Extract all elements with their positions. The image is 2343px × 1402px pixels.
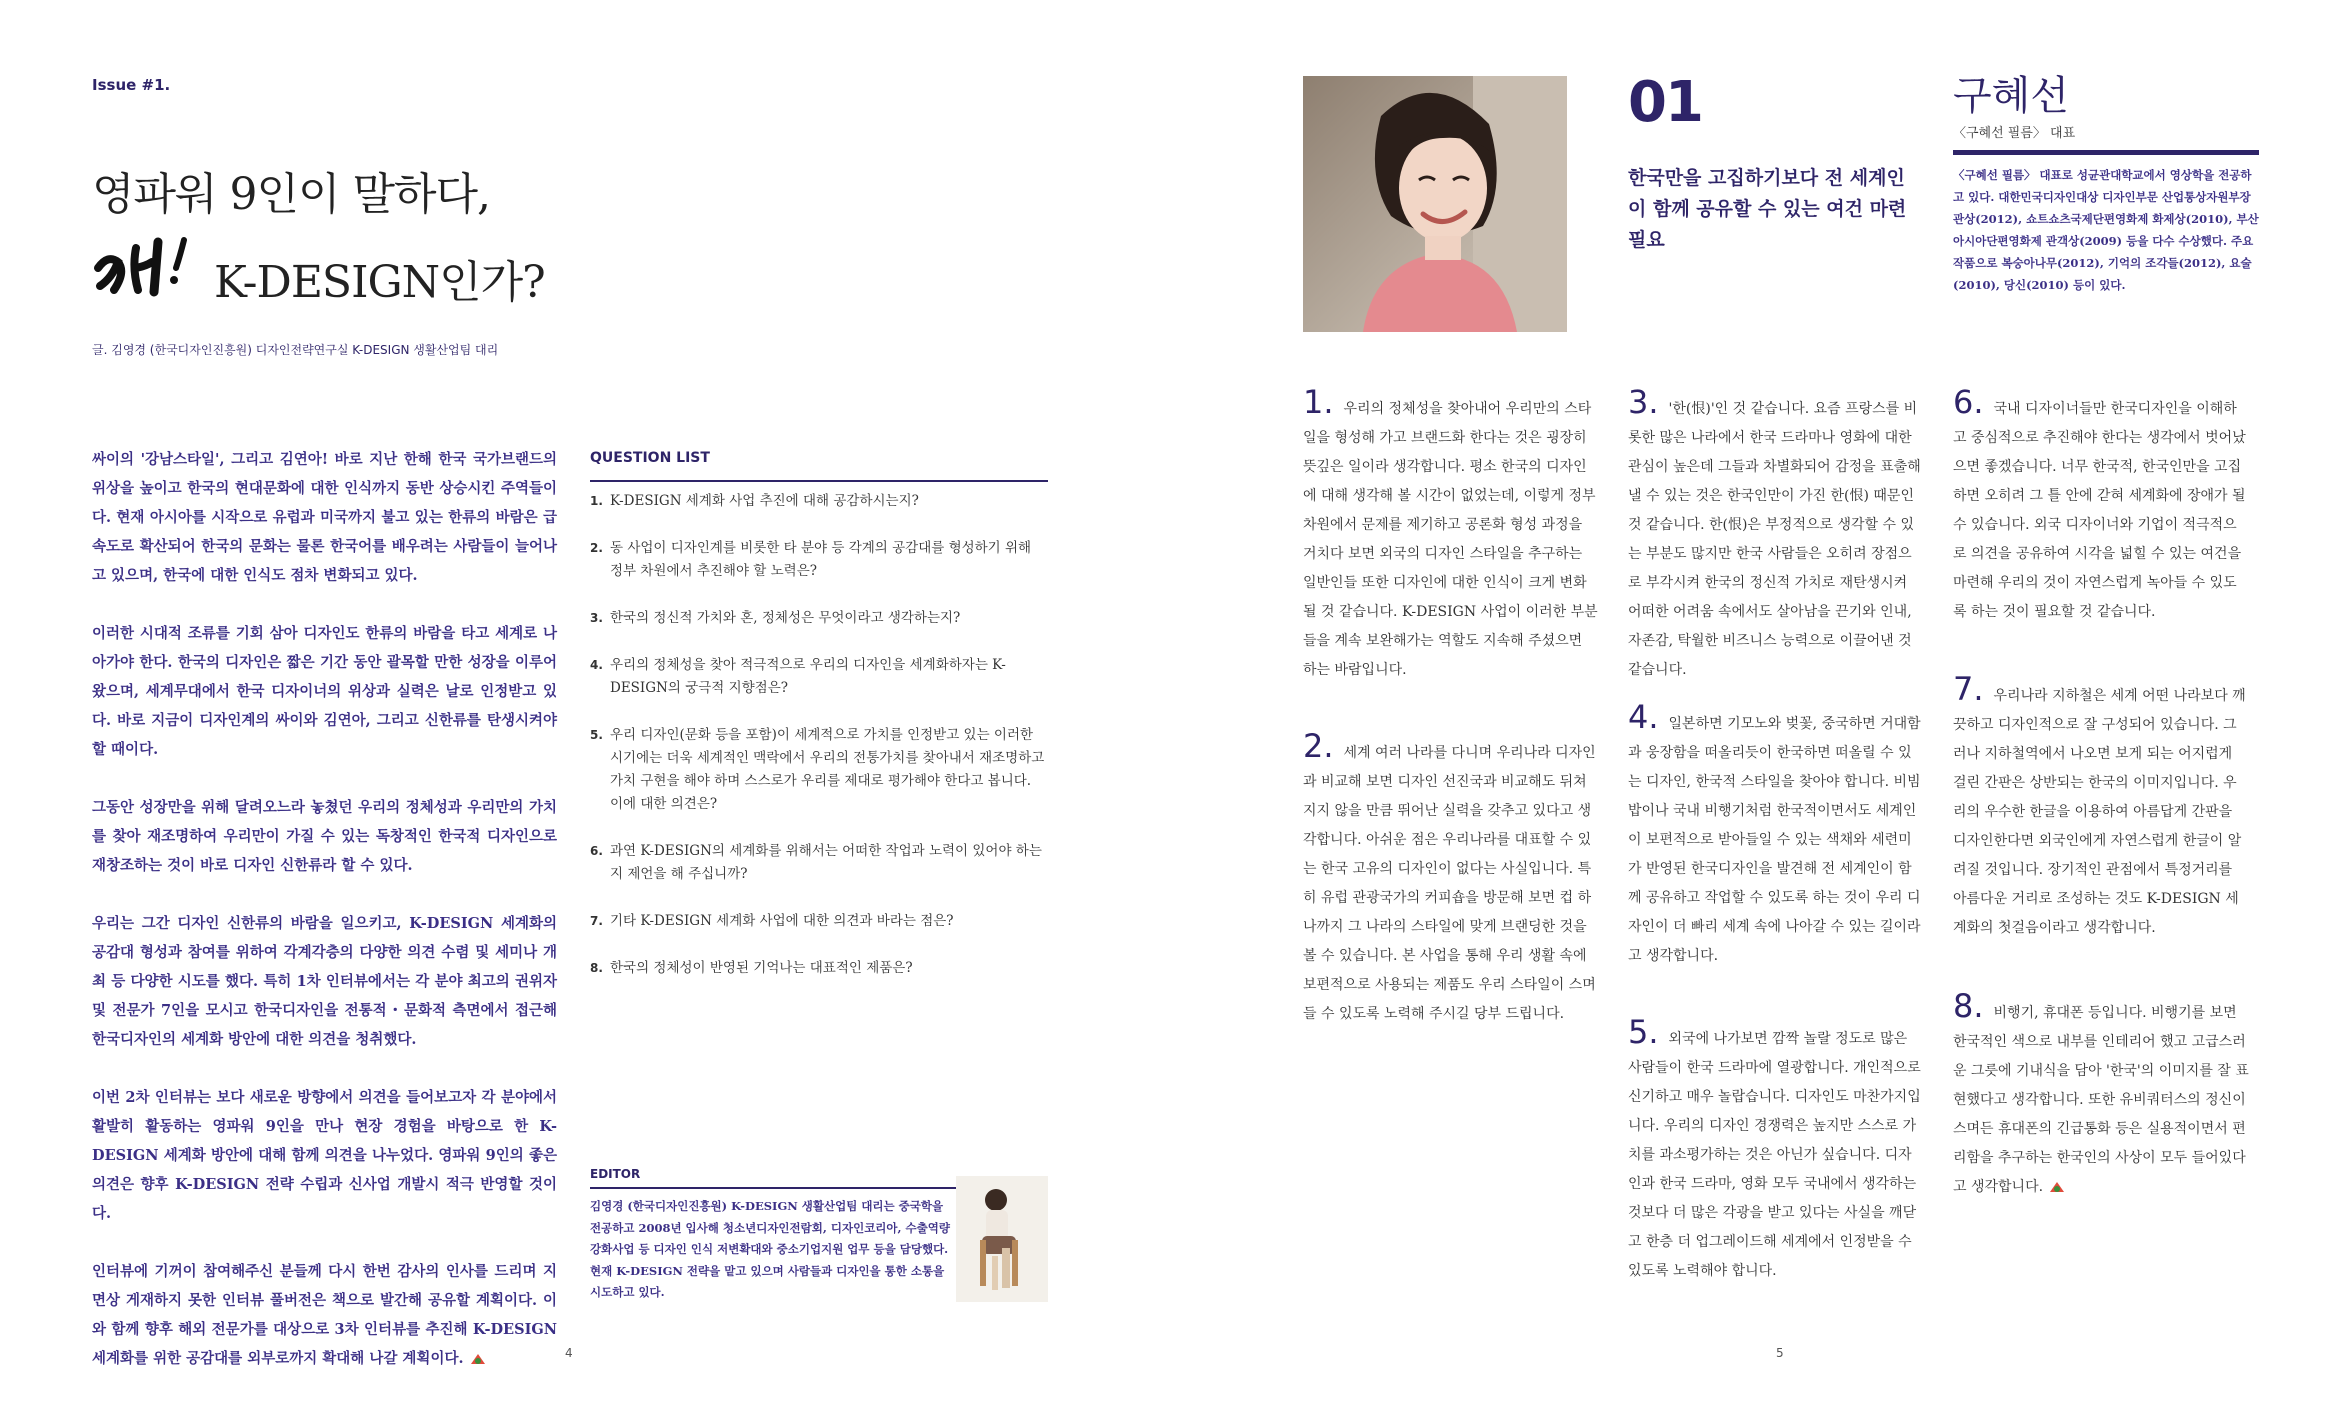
divider: [1953, 150, 2259, 155]
answer-item: 1. 우리의 정체성을 찾아내어 우리만의 스타일을 형성해 가고 브랜드화 한다는 것은 굉장히 뜻깊은 일이라 생각합니다. 평소 한국의 디자인에 대해 생각해 볼 시간이 없었는데, 이렇게 정부차원에서 문제를 제기하고 공론화 형성 과정을 거치다 보면 외국의 디자인 스타일을 추구하는 일반인들 또한 디자인에 대한 인식이 크게 변화될 것 같습니다. K-DESIGN 사업이 이러한 부분들을 계속 보완해가는 역할도 지속해 주셨으면 하는 바람입니다.: [1303, 383, 1598, 678]
question-item: 3. 한국의 정신적 가치와 혼, 정체성은 무엇이라고 생각하는지?: [590, 610, 961, 626]
answer-item: 7. 우리나라 지하철은 세계 어떤 나라보다 깨끗하고 디자인적으로 잘 구성되어 있습니다. 그러나 지하철역에서 나오면 보게 되는 어지럽게 걸린 간판은 상반되는 한국의 이미지입니다. 우리의 우수한 한글을 이용하여 아름답게 간판을 디자인한다면 외국인에게 자연스럽게 한글이 알려질 것입니다. 장기적인 관점에서 특정거리를 아름다운 거리로 조성하는 것도 K-DESIGN 세계화의 첫걸음이라고 생각합니다.: [1953, 670, 2246, 936]
question-item: 1. K-DESIGN 세계화 사업 추진에 대해 공감하시는지?: [590, 493, 919, 509]
page-number-left: 4: [565, 1346, 573, 1360]
intro-paragraph: 이번 2차 인터뷰는 보다 새로운 방향에서 의견을 들어보고자 각 분야에서 활발히 활동하는 영파워 9인을 만나 현장 경험을 바탕으로 한 K-DESIGN 세계화 방안에 대해 함께 의견을 나누었다. 영파워 9인의 좋은 의견은 향후 K-DESIGN 전략 수립과 신사업 개발시 적극 반영할 것이다.: [92, 1089, 557, 1222]
issue-label: Issue #1.: [92, 76, 171, 94]
answer-item: 5. 외국에 나가보면 깜짝 놀랄 정도로 많은 사람들이 한국 드라마에 열광합니다. 개인적으로 신기하고 매우 놀랍습니다. 디자인도 마찬가지입니다. 우리의 디자인 경쟁력은 높지만 스스로 가치를 과소평가하는 것은 아닌가 싶습니다. 디자인과 한국 드라마, 영화 모두 국내에서 생각하는 것보다 더 많은 각광을 받고 있다는 사실을 깨닫고 한층 더 업그레이드해 세계에서 인정받을 수 있도록 노력해야 합니다.: [1628, 1013, 1921, 1279]
intro-paragraph: 그동안 성장만을 위해 달려오느라 놓쳤던 우리의 정체성과 우리만의 가치를 찾아 재조명하여 우리만이 가질 수 있는 독창적인 한국적 디자인으로 재창조하는 것이 바로 디자인 신한류라 할 수 있다.: [92, 799, 557, 874]
answer-item: 8. 비행기, 휴대폰 등입니다. 비행기를 보면 한국적인 색으로 내부를 인테리어 했고 고급스러운 그릇에 기내식을 담아 '한국'의 이미지를 잘 표현했다고 생각합니다. 또한 유비쿼터스의 정신이 스며든 휴대폰의 긴급통화 등은 실용적이면서 편리함을 추구하는 한국인의 사상이 모두 들어있다고 생각합니다.: [1953, 987, 2249, 1195]
question-item: 8. 한국의 정체성이 반영된 기억나는 대표적인 제품은?: [590, 960, 913, 976]
divider: [590, 480, 1048, 482]
answer-item: 6. 국내 디자이너들만 한국디자인을 이해하고 중심적으로 추진해야 한다는 생각에서 벗어났으면 좋겠습니다. 너무 한국적, 한국인만을 고집하면 오히려 그 틀 안에 갇혀 세계화에 장애가 될 수 있습니다. 외국 디자이너와 기업이 적극적으로 의견을 공유하여 시각을 넓힐 수 있는 여건을 마련해 우리의 것이 자연스럽게 녹아들 수 있도록 하는 것이 필요할 것 같습니다.: [1953, 383, 2246, 620]
editor-photo: [956, 1176, 1048, 1302]
editor-bio: 김영경 (한국디자인진흥원) K-DESIGN 생활산업팀 대리는 중국학을 전공하고 2008년 입사해 청소년디자인전람회, 디자인코리아, 수출역량 강화사업 등 디자인 인식 저변확대와 중소기업지원 업무 등을 담당했다. 현재 K-DESIGN 전략을 맡고 있으며 사람들과 디자인을 통한 소통을 시도하고 있다.: [590, 1199, 950, 1299]
question-item: 5. 우리 디자인(문화 등을 포함)이 세계적으로 가치를 인정받고 있는 이러한 시기에는 더욱 세계적인 맥락에서 우리의 전통가치를 찾아내서 재조명하고 가치 구현을 해야 하며 스스로가 우리를 제대로 평가해야 한다고 봅니다. 이에 대한 의견은?: [590, 727, 1045, 812]
intro-paragraph: 우리는 그간 디자인 신한류의 바람을 일으키고, K-DESIGN 세계화의 공감대 형성과 참여를 위하여 각계각층의 다양한 의견 수렴 및 세미나 개최 등 다양한 시도를 했다. 특히 1차 인터뷰에서는 각 분야 최고의 권위자 및 전문가 7인을 모시고 한국디자인을 전통적・문화적 측면에서 접근해 한국디자인의 세계화 방안에 대한 의견을 청취했다.: [92, 915, 557, 1048]
answer-item: 4. 일본하면 기모노와 벚꽃, 중국하면 거대함과 웅장함을 떠올리듯이 한국하면 떠올릴 수 있는 디자인, 한국적 스타일을 찾아야 합니다. 비빔밥이나 국내 비행기처럼 한국적이면서도 세계인이 보편적으로 받아들일 수 있는 색채와 세련미가 반영된 한국디자인을 발견해 전 세계인이 함께 공유하고 작업할 수 있도록 하는 것이 우리 디자인이 더 빠리 세계 속에 나아갈 수 있는 길이라고 생각합니다.: [1628, 698, 1921, 964]
answer-item: 3. '한(恨)'인 것 같습니다. 요즘 프랑스를 비롯한 많은 나라에서 한국 드라마나 영화에 대한 관심이 높은데 그들과 차별화되어 감정을 표출해 낼 수 있는 것은 한국인만이 가진 한(恨) 때문인 것 같습니다. 한(恨)은 부정적으로 생각할 수 있는 부분도 많지만 한국 사람들은 오히려 장점으로 부각시켜 한국의 정신적 가치로 재탄생시켜 어떠한 어려움 속에서도 살아남을 끈기와 인내, 자존감, 탁월한 비즈니스 능력으로 이끌어낸 것 같습니다.: [1628, 383, 1921, 678]
intro-paragraph: 이러한 시대적 조류를 기회 삼아 디자인도 한류의 바람을 타고 세계로 나아가야 한다. 한국의 디자인은 짧은 기간 동안 괄목할 만한 성장을 이루어 왔으며, 세계무대에서 한국 디자이너의 위상과 실력은 날로 인정받고 있다. 바로 지금이 디자인계의 싸이와 김연아, 그리고 신한류를 탄생시켜야 할 때이다.: [92, 625, 557, 758]
interviewee-role: 〈구혜선 필름〉 대표: [1953, 126, 2076, 141]
intro-body: [92, 445, 557, 1402]
intro-paragraph: 인터뷰에 기꺼이 참여해주신 분들께 다시 한번 감사의 인사를 드리며 지면상 게재하지 못한 인터뷰 풀버전은 책으로 발간해 공유할 계획이다. 이와 함께 향후 해외 전문가를 대상으로 3차 인터뷰를 추진해 K-DESIGN 세계화를 위한 공감대를 외부로까지 확대해 나갈 계획이다.: [92, 1263, 557, 1367]
title-k-design: K-DESIGN인가?: [214, 257, 545, 308]
question-item: 7. 기타 K-DESIGN 세계화 사업에 대한 의견과 바라는 점은?: [590, 913, 954, 929]
end-mark-icon: [469, 1352, 487, 1366]
interviewee-bio: 〈구혜선 필름〉 대표로 성균관대학교에서 영상학을 전공하고 있다. 대한민국디자인대상 디자인부문 산업통상자원부장관상(2012), 쇼트쇼츠국제단편영화제 화제상(2010), 부산아시아단편영화제 관객상(2009) 등을 다수 수상했다. 주요작품으로 복숭아나무(2012), 기억의 조각들(2012), 요술(2010), 당신(2010) 등이 있다.: [1953, 168, 2259, 292]
interview-number: 01: [1628, 70, 1702, 135]
profile-photo: [1303, 76, 1567, 332]
title-line-1: 영파워 9인이 말하다,: [92, 169, 490, 220]
pull-quote: 한국만을 고집하기보다 전 세계인이 함께 공유할 수 있는 여건 마련 필요: [1628, 167, 1907, 251]
page-number-right: 5: [1776, 1346, 1784, 1360]
editor-title: EDITOR: [590, 1167, 641, 1181]
question-item: 4. 우리의 정체성을 찾아 적극적으로 우리의 디자인을 세계화하자는 K-DESIGN의 궁극적 지향점은?: [590, 657, 1006, 696]
byline: 글. 김영경 (한국디자인진흥원) 디자인전략연구실 K-DESIGN 생활산업팀 대리: [92, 343, 499, 357]
question-list-title: QUESTION LIST: [590, 450, 710, 466]
answer-item: 2. 세계 여러 나라를 다니며 우리나라 디자인과 비교해 보면 디자인 선진국과 비교해도 뒤쳐지지 않을 만큼 뛰어난 실력을 갖추고 있다고 생각합니다. 아쉬운 점은 우리나라를 대표할 수 있는 한국 고유의 디자인이 없다는 사실입니다. 특히 유럽 관광국가의 커피숍을 방문해 보면 컵 하나까지 그 나라의 스타일에 맞게 브랜딩한 것을 볼 수 있습니다. 본 사업을 통해 우리 생활 속에 보편적으로 사용되는 제품도 우리 스타일이 스며들 수 있도록 노력해 주시길 당부 드립니다.: [1303, 727, 1596, 1022]
interviewee-name: 구혜선: [1953, 73, 2069, 119]
end-mark-icon: [2048, 1180, 2066, 1194]
intro-paragraph: 싸이의 '강남스타일', 그리고 김연아! 바로 지난 한해 한국 국가브랜드의 위상을 높이고 한국의 현대문화에 대한 인식까지 동반 상승시킨 주역들이다. 현재 아시아를 시작으로 유럽과 미국까지 불고 있는 한류의 바람은 급속도로 확산되어 한국의 문화는 물론 한국어를 배우려는 사람들이 늘어나고 있으며, 한국에 대한 인식도 점차 변화되고 있다.: [92, 451, 557, 584]
question-item: 6. 과연 K-DESIGN의 세계화를 위해서는 어떠한 작업과 노력이 있어야 하는지 제언을 해 주십니까?: [590, 843, 1042, 882]
wae-script-logo: [92, 232, 204, 302]
question-list: [590, 490, 1048, 1004]
question-item: 2. 동 사업이 디자인계를 비롯한 타 분야 등 각계의 공감대를 형성하기 위해 정부 차원에서 추진해야 할 노력은?: [590, 540, 1032, 579]
